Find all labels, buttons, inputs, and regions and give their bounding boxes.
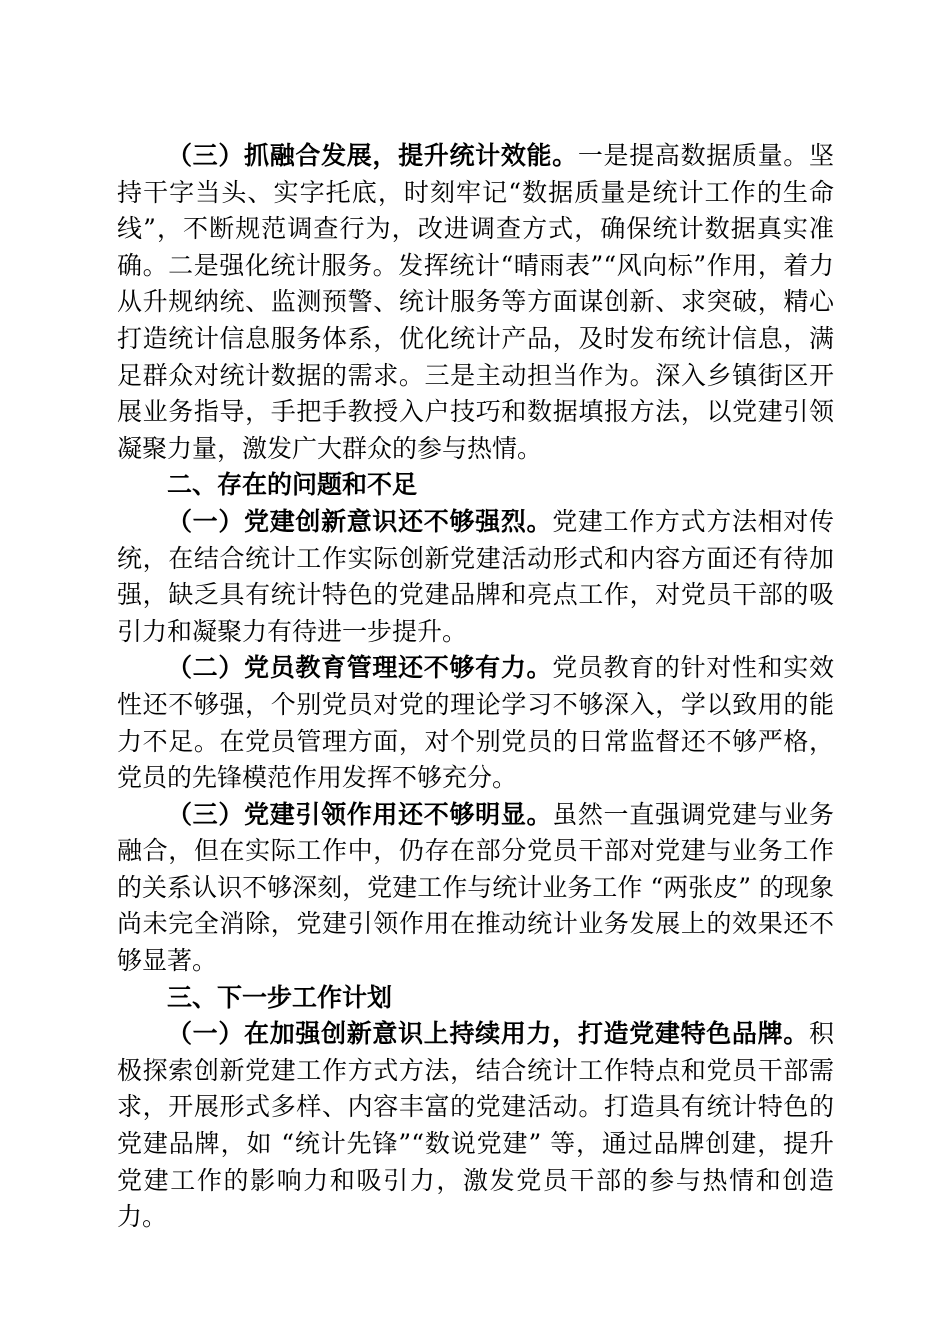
paragraph-brand-building bbox=[117, 1016, 834, 1236]
paragraph-member-education bbox=[117, 650, 834, 796]
paragraph-lead: （一）党建创新意识还不够强烈。 bbox=[167, 506, 553, 536]
section-heading-problems: 二、存在的问题和不足 bbox=[167, 470, 418, 500]
paragraph-lead: （三）党建引领作用还不够明显。 bbox=[167, 799, 553, 829]
paragraph-innovation-awareness bbox=[117, 504, 834, 650]
paragraph-lead: （二）党员教育管理还不够有力。 bbox=[167, 653, 553, 683]
paragraph-body: 党建工作方式方法相对传统，在结合统计工作实际创新党建活动形式和内容方面还有待加强，缺乏具有统计特色的党建品牌和亮点工作，对党员干部的吸引力和凝聚力有待进一步提升。 bbox=[117, 506, 834, 646]
paragraph-lead: （一）在加强创新意识上持续用力，打造党建特色品牌。 bbox=[167, 1019, 809, 1049]
paragraph-leading-role bbox=[117, 797, 834, 980]
document-body bbox=[117, 138, 834, 1236]
paragraph-body: 积极探索创新党建工作方式方法，结合统计工作特点和党员干部需求，开展形式多样、内容丰富的党建活动。打造具有统计特色的党建品牌，如 “统计先锋”“数说党建” 等，通过品牌创建，提升党建工作的影响力和吸引力，激发党员干部的参与热情和创造力。 bbox=[117, 1019, 834, 1232]
paragraph-body: 虽然一直强调党建与业务融合，但在实际工作中，仍存在部分党员干部对党建与业务工作的关系认识不够深刻，党建工作与统计业务工作 “两张皮” 的现象尚未完全消除，党建引领作用在推动统计业务发展上的效果还不够显著。 bbox=[117, 799, 834, 976]
paragraph-integration-development bbox=[117, 138, 834, 467]
paragraph-body: 党员教育的针对性和实效性还不够强，个别党员对党的理论学习不够深入，学以致用的能力不足。在党员管理方面，对个别党员的日常监督还不够严格，党员的先锋模范作用发挥不够充分。 bbox=[117, 653, 834, 793]
paragraph-lead: （三）抓融合发展，提升统计效能。 bbox=[167, 141, 578, 170]
section-heading-next-plan: 三、下一步工作计划 bbox=[167, 982, 393, 1012]
paragraph-body: 一是提高数据质量。坚持干字当头、实字托底，时刻牢记“数据质量是统计工作的生命线”，不断规范调查行为，改进调查方式，确保统计数据真实准确。二是强化统计服务。发挥统计“晴雨表”“风向标”作用，着力从升规纳统、监测预警、统计服务等方面谋创新、求突破，精心打造统计信息服务体系，优化统计产品，及时发布统计信息，满足群众对统计数据的需求。三是主动担当作为。深入乡镇街区开展业务指导，手把手教授入户技巧和数据填报方法，以党建引领凝聚力量，激发广大群众的参与热情。 bbox=[117, 141, 834, 463]
